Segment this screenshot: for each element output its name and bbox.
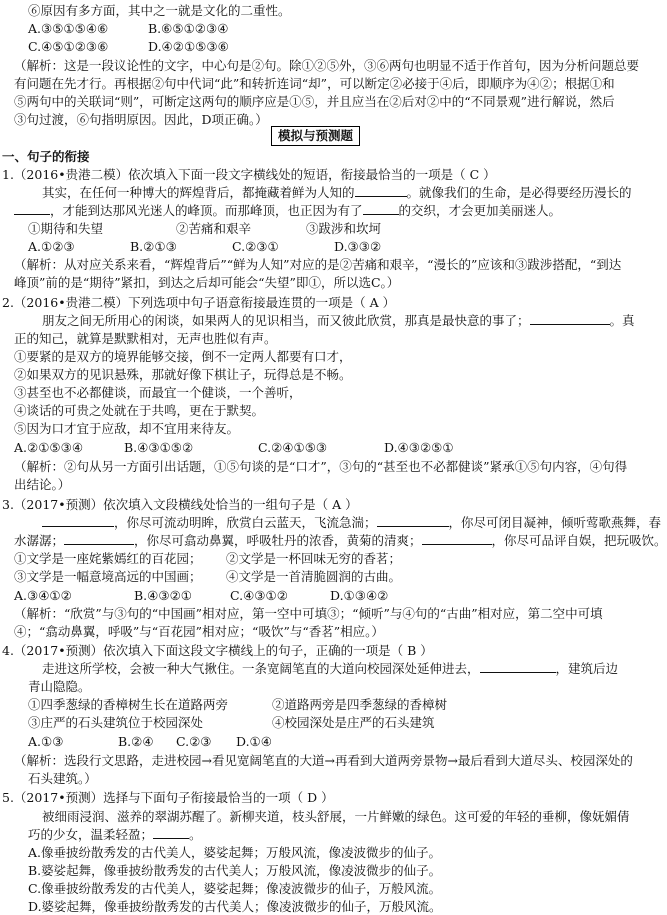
analysis-line: （解析：这是一段议论性的文字，中心句是②句。除①②⑤外，③⑥两句也明显不适于作首句，因为分析问题总要 xyxy=(14,58,640,73)
question-stem: 3.（2017•预测）依次填入文段横线处恰当的一组句子是（ A ） xyxy=(2,497,358,512)
option-d: D.④②①⑤③⑥ xyxy=(148,39,229,54)
passage-line: 巧的少女，温柔轻盈； 。 xyxy=(28,827,202,842)
option-a: A.①③ xyxy=(28,734,64,749)
option-a: A.②①⑤③④ xyxy=(14,440,84,455)
analysis-line: 石头建筑。） xyxy=(28,771,97,786)
option-d: D.④③②⑤① xyxy=(384,440,454,455)
passage-line: 正的知己，就算是默默相对，无声也胜似有声。 xyxy=(14,331,277,346)
analysis-line: 有问题在先才行。再根据②句中代词“此”和转折连词“却”，可以断定②必接于④后，即顺序为④②；根据①和 xyxy=(14,76,615,91)
section-title: 模拟与预测题 xyxy=(271,126,360,146)
passage-line: ，你尽可流动明眸，欣赏白云蓝天，飞流急湍； ，你尽可闭目凝神，倾听莺歌燕舞，春 xyxy=(42,514,661,531)
option-b: B.⑥⑤①②③④ xyxy=(148,21,229,36)
passage-line: 走进这所学校，会被一种大气揪住。一条宽阔笔直的大道向校园深处延伸进去， ，建筑后边 xyxy=(42,661,619,676)
option-b: B.②④ xyxy=(118,734,154,749)
analysis-line: （解析：②句从另一方面引出话题，①⑤句谈的是“口才”，③句的“甚至也不必都健谈”紧承①⑤句内容，④句得 xyxy=(14,459,628,474)
question-stem: 2.（2016•贵港二模）下列选项中句子语意衔接最连贯的一项是（ A ） xyxy=(2,295,396,310)
passage-line: 朋友之间无所用心的闲谈，如果两人的见识相当，而又彼此欣赏，那真是最快意的事了； 。真 xyxy=(42,313,635,328)
analysis-line: 出结论。） xyxy=(14,477,71,492)
sentence-item: ③文学是一幅意境高远的中国画； xyxy=(14,569,202,584)
analysis-line: ⑤两句中的关联词“则”，可断定这两句的顺序应是①⑤，并且应当在②后对②中的“不同景观”进行解说，然后 xyxy=(14,94,615,109)
analysis-line: （解析：“欣赏”与③句的“中国画”相对应，第一空中可填③；“倾听”与④句的“古曲”相对应，第二空中可填 xyxy=(14,606,603,621)
passage-line: 被细雨浸润、滋养的翠湖苏醒了。新柳夹道，枝头舒展，一片鲜嫩的绿色。这可爱的年轻的垂柳，像妩媚倩 xyxy=(42,809,630,824)
option-b: B.②①③ xyxy=(130,239,177,254)
sentence-item: ④校园深处是庄严的石头建筑 xyxy=(272,715,435,730)
material-item: ①期待和失望 xyxy=(28,221,104,236)
option-b: B.婆娑起舞，像垂披纷散秀发的古代美人；万般风流，像凌波微步的仙子。 xyxy=(28,863,442,878)
option-d: D.①④ xyxy=(236,734,272,749)
sentence-item: ①要紧的是双方的境界能够交接，倒不一定两人都要有口才， xyxy=(14,349,352,364)
sentence-item: ④谈话的可贵之处就在于共鸣，更在于默契。 xyxy=(14,403,265,418)
option-c: C.像垂披纷散秀发的古代美人，婆娑起舞；像凌波微步的仙子，万般风流。 xyxy=(28,881,442,896)
sentence-item: ②如果双方的见识悬殊，那就好像下棋让子，玩得总是不畅。 xyxy=(14,367,352,382)
option-c: C.②③① xyxy=(232,239,279,254)
option-b: B.④③①⑤② xyxy=(124,440,194,455)
option-c: C.②③ xyxy=(176,734,212,749)
material-item: ②苦痛和艰辛 xyxy=(176,221,252,236)
option-c: C.②④①⑤③ xyxy=(258,440,328,455)
question-stem: 1.（2016•贵港二模）依次填入下面一段文字横线处的短语，衔接最恰当的一项是（ C ） xyxy=(2,167,496,182)
sentence-item: ②道路两旁是四季葱绿的香樟树 xyxy=(272,697,448,712)
sentence-item: ②文学是一杯回味无穷的香茗； xyxy=(226,551,402,566)
option-c: C.④③①② xyxy=(230,588,288,603)
option-a: A.①②③ xyxy=(28,239,75,254)
sentence-item: ⑤因为口才宜于应敌，却不宜用来待友。 xyxy=(14,421,240,436)
sentence-item: ①四季葱绿的香樟树生长在道路两旁 xyxy=(28,697,229,712)
analysis-line: （解析：选段行文思路，走进校园→看见宽阔笔直的大道→再看到大道两旁景物→最后看到大道尽头、校园深处的 xyxy=(14,753,633,768)
option-b: B.④③②① xyxy=(134,588,192,603)
option-d: D.①③④② xyxy=(330,588,389,603)
sentence-item: ①文学是一座姹紫嫣红的百花园； xyxy=(14,551,202,566)
passage-line: 其实，在任何一种博大的辉煌背后，都掩藏着鲜为人知的 。就像我们的生命，是必得要经历漫长的 xyxy=(42,185,632,200)
option-d: D.婆娑起舞，像垂披纷散秀发的古代美人；像凌波微步的仙子，万般风流。 xyxy=(28,899,442,914)
option-a: A.③④①② xyxy=(14,588,72,603)
sentence-item: ③甚至也不必都健谈，而最宜一个健谈，一个善听， xyxy=(14,385,302,400)
option-c: C.④⑤①②③⑥ xyxy=(28,39,109,54)
sentence-item: ④文学是一首清脆圆润的古曲。 xyxy=(226,569,402,584)
option-a: A.像垂披纷散秀发的古代美人，婆娑起舞；万般风流，像凌波微步的仙子。 xyxy=(28,845,442,860)
sentence-item: ③庄严的石头建筑位于校园深处 xyxy=(28,715,204,730)
question-stem: 5.（2017•预测）选择与下面句子衔接最恰当的一项（ D ） xyxy=(2,790,334,805)
text-line: ⑥原因有多方面，其中之一就是文化的二重性。 xyxy=(28,3,291,18)
option-a: A.③⑤①⑤④⑥ xyxy=(28,21,109,36)
option-d: D.③③② xyxy=(334,239,382,254)
passage-line: ，才能到达那风光迷人的峰顶。而那峰顶，也正因为有了 的交织，才会更加美丽迷人。 xyxy=(14,202,561,219)
question-stem: 4.（2017•预测）依次填入下面这段文字横线上的句子，正确的一项是（ B ） xyxy=(2,643,433,658)
analysis-line: ③句过渡，⑥句指明原因。因此，D项正确。） xyxy=(14,112,268,127)
passage-line: 青山隐隐。 xyxy=(28,679,91,694)
analysis-line: ④；“翕动鼻翼，呼吸”与“百花园”相对应；“吸饮”与“香茗”相应。） xyxy=(14,624,384,639)
analysis-line: （解析：从对应关系来看，“辉煌背后”“鲜为人知”对应的是②苦痛和艰辛，“漫长的”应该和③跋涉搭配，“到达 xyxy=(14,257,622,272)
passage-line: 水潺潺； ，你尽可翕动鼻翼，呼吸牡丹的浓香，黄菊的清爽； ，你尽可品评自娱，把玩吸饮。 xyxy=(14,533,667,548)
material-item: ③跋涉和坎坷 xyxy=(306,221,382,236)
section-heading: 一、句子的衔接 xyxy=(2,149,90,164)
analysis-line: 峰顶”前的是“期待”紧扣，到达之后却可能会“失望”即①，所以选C。） xyxy=(14,275,400,290)
